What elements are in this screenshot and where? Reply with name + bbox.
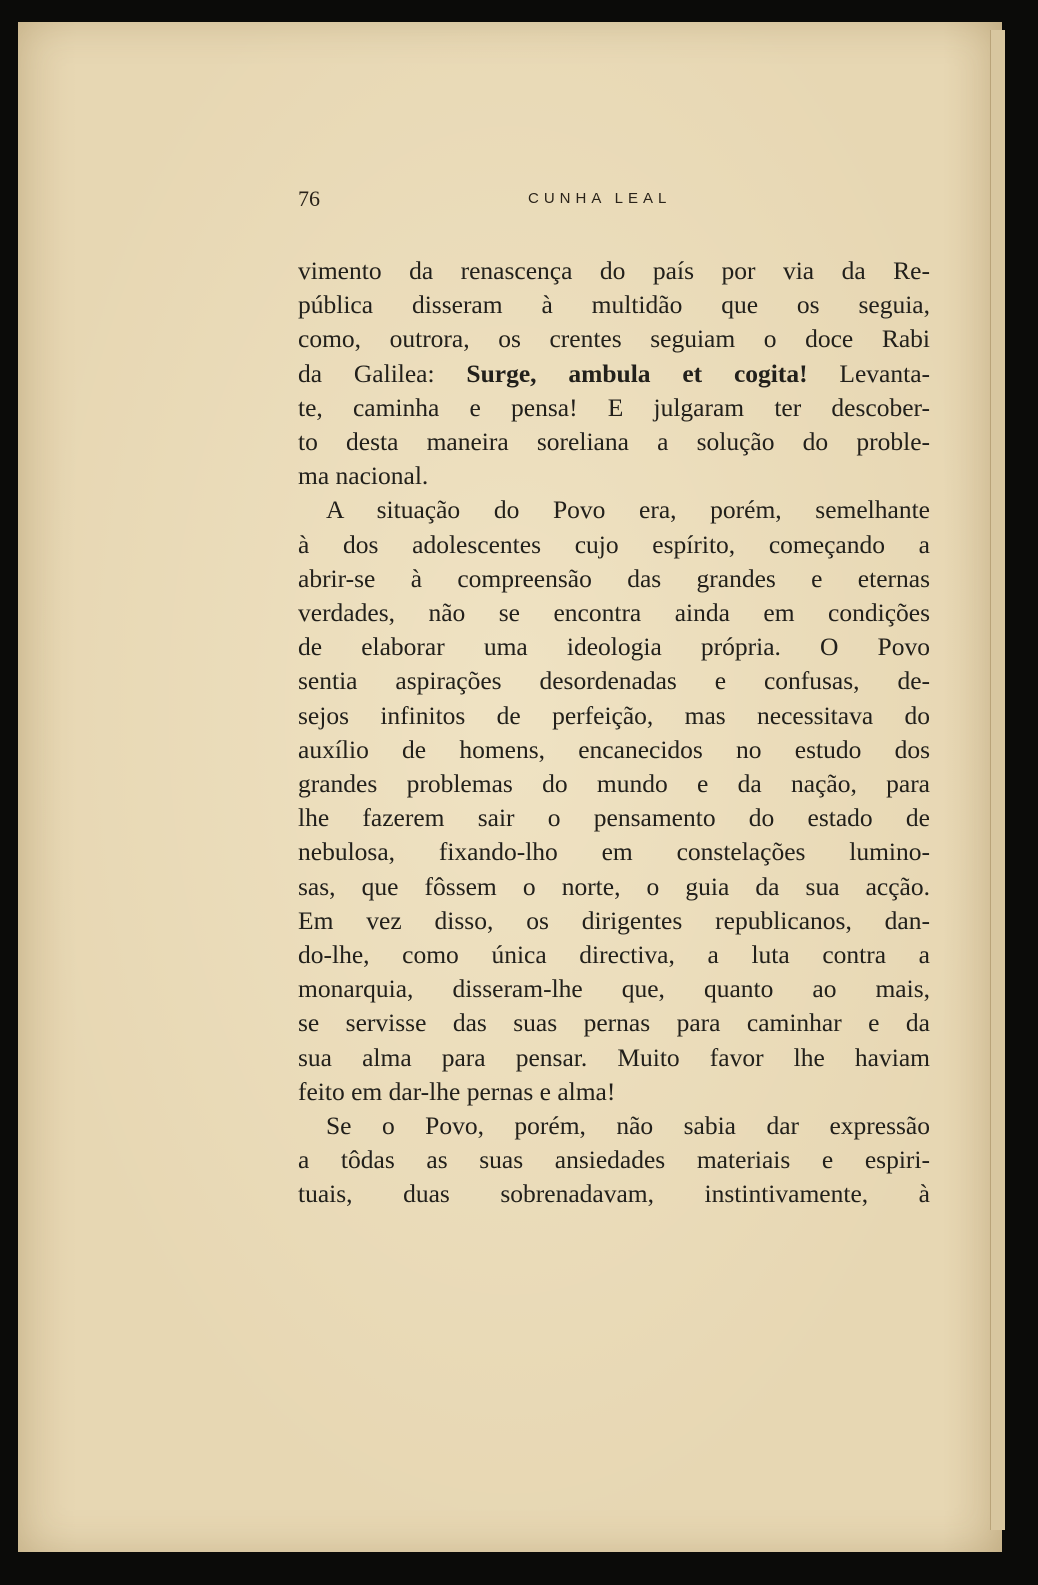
text-line: grandes problemas do mundo e da nação, para [298,769,930,799]
text-line-with-emphasis [298,357,930,391]
running-head: CUNHA LEAL [528,190,672,207]
text-line: de elaborar uma ideologia própria. O Povo [298,632,930,662]
page-edge [990,30,1005,1530]
paragraph-2 [298,493,930,1109]
text-line: vimento da renascença do país por via da Re- [298,256,930,285]
text-line: te, caminha e pensa! E julgaram ter descober- [298,392,930,422]
text-line: a tôdas as suas ansiedades materiais e espiri- [298,1145,930,1175]
text-line: como, outrora, os crentes seguiam o doce Rabi [298,324,930,354]
text-line: nebulosa, fixando-lho em constelações lumino- [298,837,930,867]
paragraph-3 [298,1109,930,1212]
paragraph-1 [298,254,930,493]
text-line: auxílio de homens, encanecidos no estudo dos [298,734,930,764]
text-line: sentia aspirações desordenadas e confusas, de- [298,666,930,696]
text-line: to desta maneira soreliana a solução do proble- [298,427,930,457]
text-line: à dos adolescentes cujo espírito, começando a [298,529,930,559]
text-line: Se o Povo, porém, não sabia dar expressão [326,1111,930,1141]
body-text [298,254,930,1212]
text-line: sejos infinitos de perfeição, mas necessitava do [298,700,930,730]
text-line: do-lhe, como única directiva, a luta contra a [298,940,930,970]
text-line: feito em dar-lhe pernas e alma! [298,1076,616,1106]
text-line: Em vez disso, os dirigentes republicanos, dan- [298,905,930,935]
text-segment: Levanta- [807,358,931,388]
text-line: monarquia, disseram-lhe que, quanto ao mais, [298,974,930,1004]
latin-phrase-bold: Surge, ambula et cogita! [466,358,808,388]
text-line: pública disseram à multidão que os seguia, [298,290,930,320]
text-segment: da Galilea: [298,358,467,388]
text-line: se servisse das suas pernas para caminhar e da [298,1008,930,1038]
text-line: sas, que fôssem o norte, o guia da sua acção. [298,871,930,901]
text-line: ma nacional. [298,461,429,491]
text-line: A situação do Povo era, porém, semelhante [326,495,930,525]
page-number: 76 [298,186,320,211]
text-line: verdades, não se encontra ainda em condições [298,598,930,628]
page-header [298,186,938,216]
text-line: tuais, duas sobrenadavam, instintivamente, à [298,1179,930,1209]
text-line: lhe fazerem sair o pensamento do estado de [298,803,930,833]
text-line: sua alma para pensar. Muito favor lhe haviam [298,1042,930,1072]
text-line: abrir-se à compreensão das grandes e eternas [298,563,930,593]
